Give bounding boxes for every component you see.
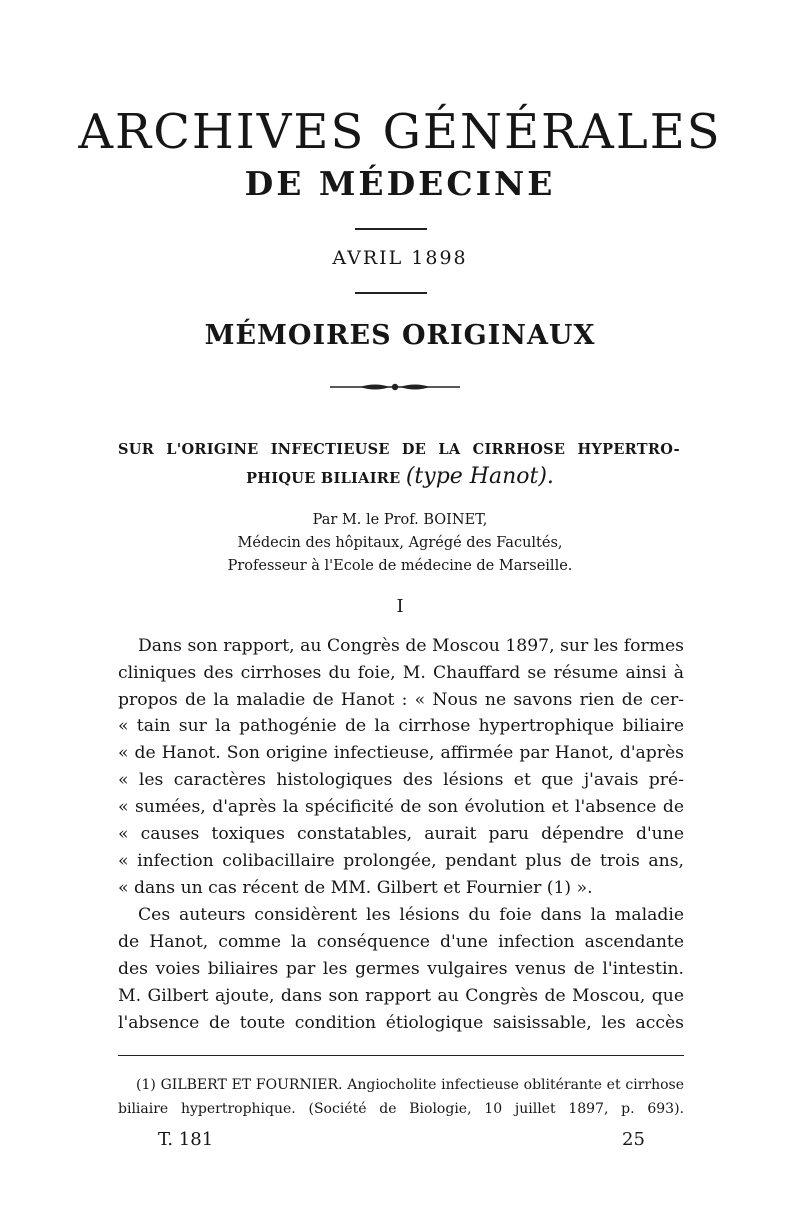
journal-title: ARCHIVES GÉNÉRALES <box>78 104 722 160</box>
body-text-line: des voies biliaires par les germes vulgaires venus de l'intestin. <box>118 959 684 979</box>
body-text-line: Dans son rapport, au Congrès de Moscou 1897, sur les formes <box>138 636 684 656</box>
body-text-line: « causes toxiques constatables, aurait paru dépendre d'une <box>118 824 684 844</box>
body-text-line: « les caractères histologiques des lésions et que j'avais pré- <box>118 770 684 790</box>
body-text-line: de Hanot, comme la conséquence d'une infection ascendante <box>118 932 684 952</box>
body-text-line: « dans un cas récent de MM. Gilbert et Fournier (1) ». <box>118 878 593 898</box>
divider-rule <box>355 228 427 230</box>
section-number: I <box>396 596 404 617</box>
ornament-divider-icon <box>330 380 460 394</box>
body-text-line: M. Gilbert ajoute, dans son rapport au Congrès de Moscou, que <box>118 986 684 1006</box>
body-text-line: « infection colibacillaire prolongée, pendant plus de trois ans, <box>118 851 684 871</box>
body-text-line: l'absence de toute condition étiologique saisissable, les accès <box>118 1013 684 1033</box>
section-heading: MÉMOIRES ORIGINAUX <box>204 320 596 351</box>
issue-date: AVRIL 1898 <box>332 247 468 269</box>
body-text-line: « sumées, d'après la spécificité de son évolution et l'absence de <box>118 797 684 817</box>
footnote-line: (1) GILBERT ET FOURNIER. Angiocholite infectieuse oblitérante et cirrhose <box>136 1077 684 1093</box>
footnote-divider <box>118 1055 684 1056</box>
volume-number: T. 181 <box>158 1129 214 1150</box>
footnote-line: biliaire hypertrophique. (Société de Biologie, 10 juillet 1897, p. 693). <box>118 1101 684 1117</box>
author-affiliation: Professeur à l'Ecole de médecine de Marseille. <box>227 558 573 574</box>
divider-rule <box>355 292 427 294</box>
body-text-line: « de Hanot. Son origine infectieuse, affirmée par Hanot, d'après <box>118 743 684 763</box>
body-text-line: propos de la maladie de Hanot : « Nous ne savons rien de cer- <box>118 690 684 710</box>
article-title-line: SUR L'ORIGINE INFECTIEUSE DE LA CIRRHOSE HYPERTRO- <box>118 441 680 458</box>
author-line: Par M. le Prof. BOINET, <box>312 512 488 528</box>
body-text-line: « tain sur la pathogénie de la cirrhose hypertrophique biliaire <box>118 716 684 736</box>
page-number: 25 <box>622 1129 645 1150</box>
article-title-text: PHIQUE BILIAIRE <box>246 470 401 487</box>
article-title-line <box>0 464 800 489</box>
body-text-line: Ces auteurs considèrent les lésions du foie dans la maladie <box>138 905 684 925</box>
article-title-italic: (type Hanot). <box>405 464 554 489</box>
author-affiliation: Médecin des hôpitaux, Agrégé des Facultés, <box>237 535 563 551</box>
journal-subtitle: DE MÉDECINE <box>244 164 556 203</box>
body-text-line: cliniques des cirrhoses du foie, M. Chauffard se résume ainsi à <box>118 663 684 683</box>
